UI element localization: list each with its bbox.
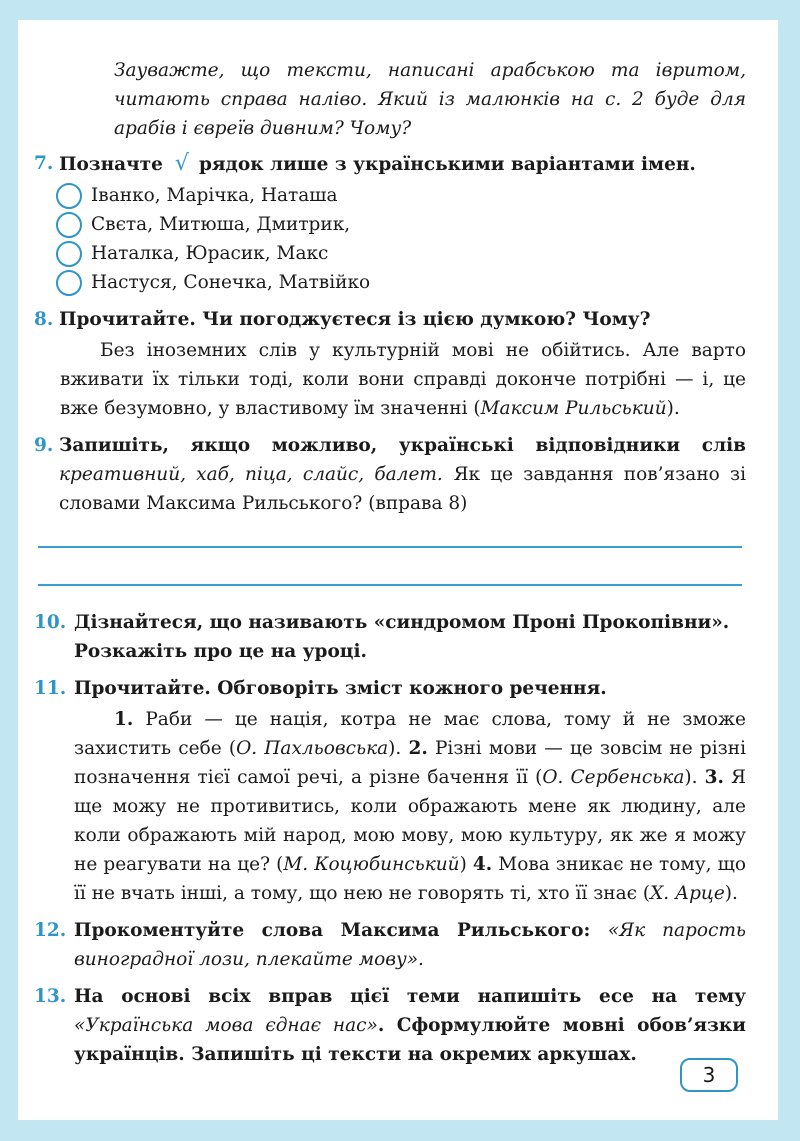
sentence-3-end: )	[459, 854, 467, 875]
task-11	[34, 674, 746, 908]
option-label: Наталка, Юрасик, Макс	[91, 243, 329, 264]
option-4[interactable]	[56, 268, 746, 297]
sentence-3-number: 3.	[704, 767, 724, 788]
sentence-3-text: Я ще можу не противитись, коли ображають мене як людину, але коли ображають мій народ, мою мову, мою культуру, як же я можу не реагувати на це? (	[74, 767, 746, 875]
option-label: Свєта, Митюша, Дмитрик,	[91, 214, 351, 235]
sentence-2-number: 2.	[408, 738, 428, 759]
task-7	[34, 149, 746, 297]
task-12	[34, 916, 746, 974]
task-text	[59, 149, 746, 179]
task-9-words: креативний, хаб, піца, слайс, балет.	[59, 464, 443, 485]
circle-checkbox-icon[interactable]	[56, 241, 82, 267]
sentence-4-number: 4.	[472, 854, 493, 875]
sentence-1-end: ).	[388, 738, 402, 759]
option-label: Настуся, Сонечка, Матвійко	[91, 272, 371, 293]
task-number: 8.	[34, 309, 54, 330]
options-list	[34, 181, 746, 297]
task-7-text-before: Позначте	[59, 154, 163, 175]
answer-line-1[interactable]	[38, 546, 742, 548]
circle-checkbox-icon[interactable]	[56, 212, 82, 238]
task-text	[74, 982, 746, 1069]
task-13-text2: . Сформулюйте мовні обов’язки українців. Запишіть ці тексти на окремих аркушах.	[74, 1015, 746, 1065]
task-text: Дізнайтеся, що називають «синдромом Проні Прокопівни». Розкажіть про це на уроці.	[74, 612, 730, 662]
intro-note: Зауважте, що тексти, написані арабською та івритом, читають справа наліво. Який із малюнків на с. 2 буде для арабів і євреїв дивним? Чому?	[114, 60, 746, 139]
task-text: Прочитайте. Чи погоджуєтеся із цією думкою? Чому?	[59, 309, 651, 330]
option-label: Іванко, Марічка, Наташа	[91, 185, 338, 206]
task-12-quote: «Як парость виноградної лози, плекайте мову».	[74, 920, 746, 970]
sentence-3-author: М. Коцюбинський	[283, 854, 460, 875]
task-10	[34, 608, 746, 666]
task-number: 12.	[34, 920, 67, 941]
task-7-text-after: рядок лише з українськими варіантами імен.	[198, 154, 696, 175]
task-number: 9.	[34, 435, 54, 456]
quote-author: Максим Рильський	[480, 398, 667, 419]
sentences-paragraph	[34, 705, 746, 908]
quote-end: ).	[666, 398, 680, 419]
sentence-1-number: 1.	[114, 709, 134, 730]
task-text	[59, 431, 746, 518]
page-number: 3	[680, 1058, 738, 1092]
task-8	[34, 305, 746, 423]
task-9-text: Запишіть, якщо можливо, українські відповідники слів	[59, 435, 746, 456]
sentence-4-author: Х. Арце	[650, 883, 725, 904]
sentence-1-author: О. Пахльовська	[236, 738, 389, 759]
task-13-topic: «Українська мова єднає нас»	[74, 1015, 378, 1036]
task-9-text2: Як це завдання пов’язано зі словами Максима Рильського? (вправа 8)	[59, 464, 746, 514]
quote-text: Без іноземних слів у культурній мові не обійтись. Але варто вживати їх тільки тоді, коли вони справді доконче потрібні — і, це вже безумовно, у властивому їм значенні (	[60, 340, 746, 419]
option-3[interactable]	[56, 239, 746, 268]
page-content	[34, 56, 746, 1069]
sentence-2-end: ).	[684, 767, 698, 788]
sentence-4-end: ).	[724, 883, 738, 904]
task-text: Прочитайте. Обговоріть зміст кожного речення.	[74, 678, 607, 699]
quote-paragraph	[34, 336, 746, 423]
task-9	[34, 431, 746, 518]
checkmark-icon: √	[174, 151, 189, 176]
sentence-1-text: Раби — це нація, котра не має слова, тому й не зможе захистить себе (	[74, 709, 746, 759]
task-13-text: На основі всіх вправ цієї теми напишіть есе на тему	[74, 986, 746, 1007]
task-12-text: Прокоментуйте слова Максима Рильського:	[74, 920, 591, 941]
task-13	[34, 982, 746, 1069]
task-text	[74, 916, 746, 974]
sentence-2-author: О. Сербенська	[542, 767, 685, 788]
sentence-2-text: Різні мови — це зовсім не різні позначення тієї самої речі, а різне бачення її (	[74, 738, 746, 788]
answer-line-2[interactable]	[38, 584, 742, 586]
option-1[interactable]	[56, 181, 746, 210]
task-number: 11.	[34, 678, 67, 699]
circle-checkbox-icon[interactable]	[56, 183, 82, 209]
sentence-4-text: Мова зникає не тому, що її не вчать інші, а тому, що нею не говорять ті, хто її знає (	[74, 854, 746, 904]
circle-checkbox-icon[interactable]	[56, 270, 82, 296]
task-number: 7.	[34, 153, 54, 174]
task-number: 10.	[34, 612, 67, 633]
option-2[interactable]	[56, 210, 746, 239]
task-number: 13.	[34, 986, 67, 1007]
